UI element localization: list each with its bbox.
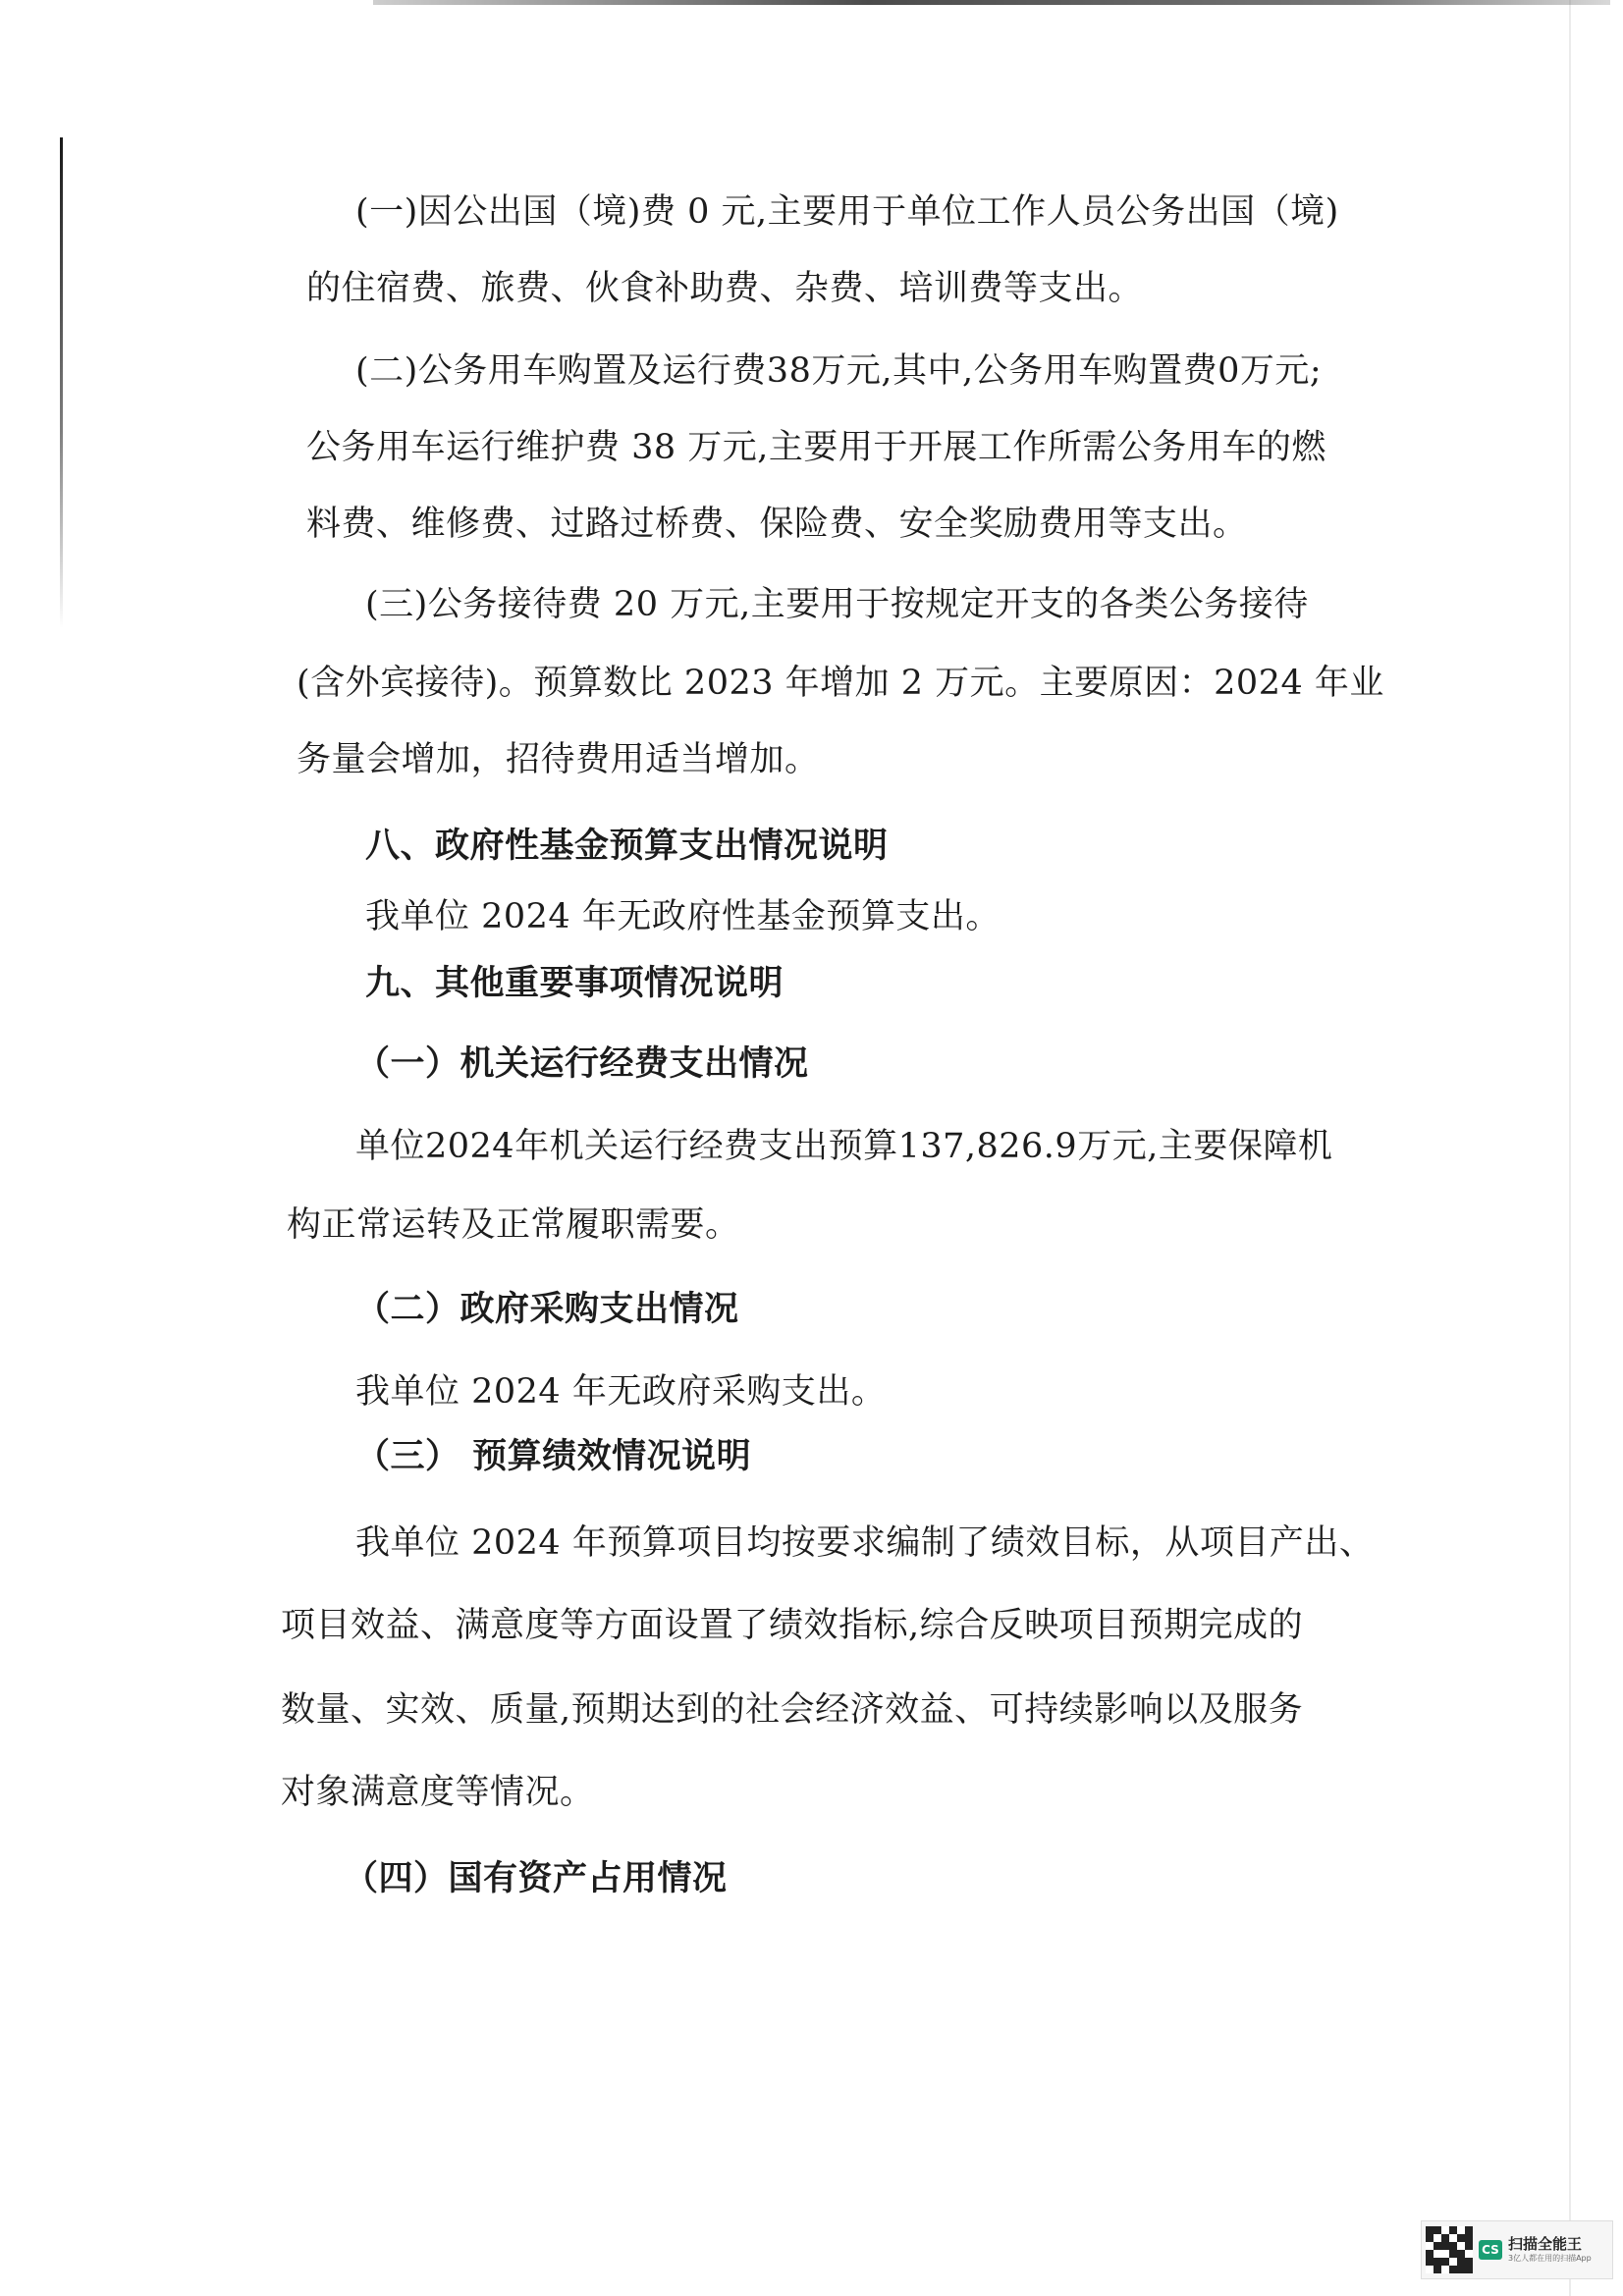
subsection-heading: （三） 预算绩效情况说明 [355, 1437, 752, 1476]
text-line: 单位2024年机关运行经费支出预算137,826.9万元,主要保障机 [355, 1127, 1333, 1166]
scanner-badge-title: 扫描全能王 [1508, 2235, 1583, 2253]
scanner-watermark [1421, 2220, 1613, 2279]
text-line: 对象满意度等情况。 [281, 1773, 595, 1812]
text-line: 公务用车运行维护费 38 万元,主要用于开展工作所需公务用车的燃 [306, 428, 1326, 467]
subsection-heading: （四）国有资产占用情况 [344, 1859, 728, 1898]
text-line: 项目效益、满意度等方面设置了绩效指标,综合反映项目预期完成的 [281, 1606, 1304, 1645]
text-line: 务量会增加，招待费用适当增加。 [297, 740, 820, 779]
text-line: (一)因公出国（境)费 0 元,主要用于单位工作人员公务出国（境) [355, 192, 1339, 232]
text-line: 我单位 2024 年无政府采购支出。 [355, 1372, 887, 1412]
camscanner-logo-icon: CS [1479, 2240, 1502, 2260]
text-line: 构正常运转及正常履职需要。 [287, 1205, 740, 1245]
text-line: 料费、维修费、过路过桥费、保险费、安全奖励费用等支出。 [306, 505, 1248, 544]
text-line: (含外宾接待)。预算数比 2023 年增加 2 万元。主要原因：2024 年业 [297, 664, 1384, 703]
text-line: (二)公务用车购置及运行费38万元,其中,公务用车购置费0万元; [355, 351, 1323, 391]
qr-code-icon [1426, 2226, 1473, 2273]
subsection-heading: （一）机关运行经费支出情况 [355, 1044, 809, 1084]
scanner-badge-subtitle: 3亿人都在用的扫描App [1508, 2254, 1592, 2263]
subsection-heading: （二）政府采购支出情况 [355, 1290, 739, 1329]
text-line: 我单位 2024 年无政府性基金预算支出。 [365, 897, 1001, 936]
text-line: 数量、实效、质量,预期达到的社会经济效益、可持续影响以及服务 [281, 1690, 1304, 1730]
text-line: (三)公务接待费 20 万元,主要用于按规定开支的各类公务接待 [365, 585, 1309, 624]
section-heading: 九、其他重要事项情况说明 [365, 964, 784, 1003]
text-line: 我单位 2024 年预算项目均按要求编制了绩效目标，从项目产出、 [355, 1523, 1375, 1563]
section-heading: 八、政府性基金预算支出情况说明 [365, 827, 889, 866]
scanner-badge-text [1508, 2235, 1592, 2265]
text-line: 的住宿费、旅费、伙食补助费、杂费、培训费等支出。 [306, 269, 1144, 308]
